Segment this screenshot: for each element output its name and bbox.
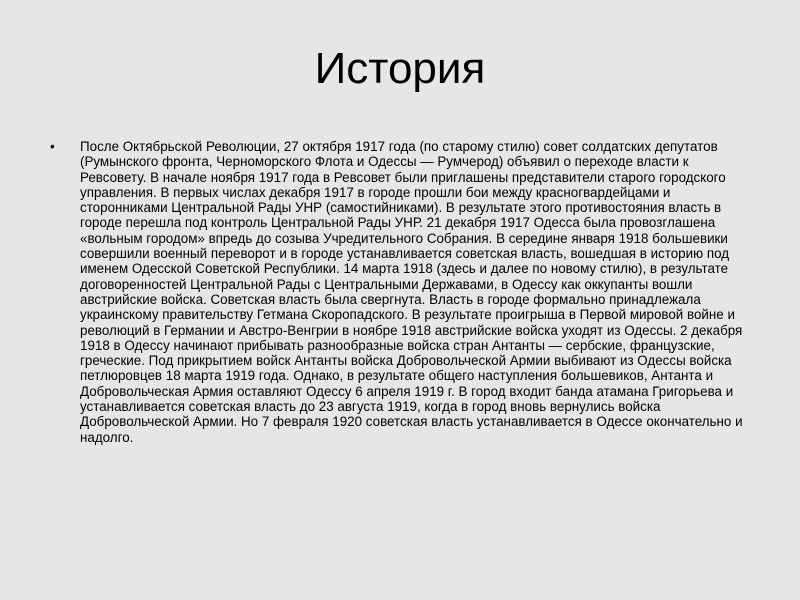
bullet-item xyxy=(50,139,755,445)
bullet-icon: • xyxy=(50,139,55,154)
slide-title: История xyxy=(314,44,486,93)
bullet-text: После Октябрьской Революции, 27 октября 1917 года (по старому стилю) совет солдатских депутатов (Румынского фронта, Черноморского Флота и Одессы — Румчерод) объявил о переходе власти к Ревсовету. В начале ноября 1917 года в Ревсовет были приглашены представители старого городского управления. В первых числах декабря 1917 в городе прошли бои между красногвардейцами и сторонниками Центральной Рады УНР (самостийниками). В результате этого противостояния власть в городе перешла под контроль Центральной Рады УНР. 21 декабря 1917 Одесса была провозглашена «вольным городом» впредь до созыва Учредительного Собрания. В середине января 1918 большевики совершили военный переворот и в городе устанавливается советская власть, вошедшая в историю под именем Одесской Советской Республики. 14 марта 1918 (здесь и далее по новому стилю), в результате договоренностей Центральной Рады с Центральными Державами, в Одессу как оккупанты вошли австрийские войска. Советская власть была свергнута. Власть в городе формально принадлежала украинскому правительству Гетмана Скоропадского. В результате проигрыша в Первой мировой войне и революций в Германии и Австро-Венгрии в ноябре 1918 австрийские войска уходят из Одессы. 2 декабря 1918 в Одессу начинают прибывать разнообразные войска стран Антанты — сербские, французские, греческие. Под прикрытием войск Антанты войска Добровольческой Армии выбивают из Одессы войска петлюровцев 18 марта 1919 года. Однако, в результате общего наступления большевиков, Антанта и Добровольческая Армия оставляют Одессу 6 апреля 1919 г. В город входит банда атамана Григорьева и устанавливается советская власть до 23 августа 1919, когда в город вновь вернулись войска Добровольческой Армии. Но 7 февраля 1920 советская власть устанавливается в Одессе окончательно и надолго. xyxy=(80,139,743,445)
bullet-list xyxy=(50,139,755,445)
